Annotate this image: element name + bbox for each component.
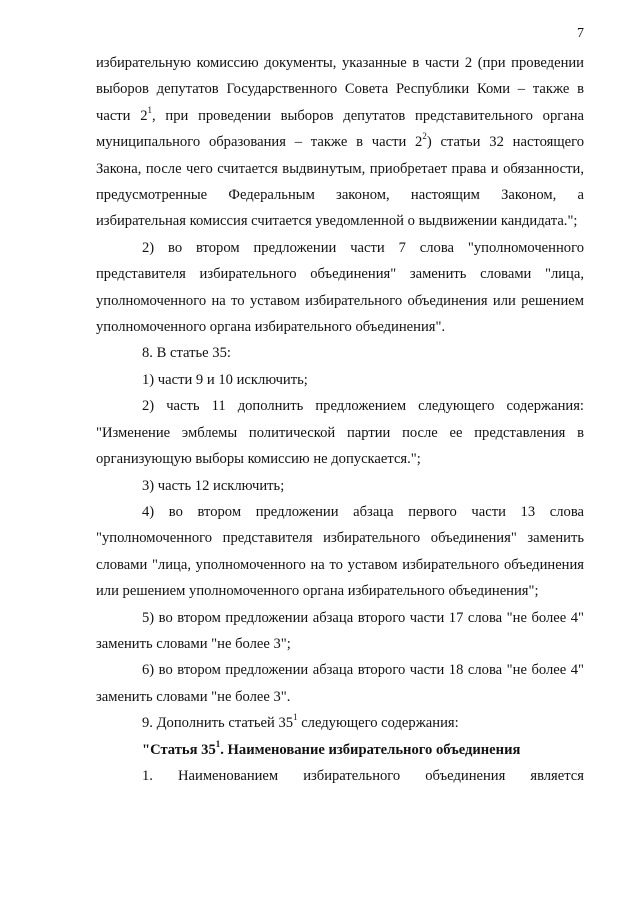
paragraph-item-5: 5) во втором предложении абзаца второго части 17 слова "не более 4" заменить словами "не более 3"; <box>96 609 584 652</box>
text-segment: , при проведении выборов депутатов представительного органа муниципального образования – также в части 2 <box>96 107 584 151</box>
text-segment: . Наименование избирательного объединения <box>220 741 521 758</box>
text-segment: следующего содержания: <box>297 715 459 732</box>
paragraph-item-4: 4) во втором предложении абзаца первого части 13 слова "уполномоченного представителя избирательного объединения" заменить словами "лица, уполномоченного на то уставом избирательного объединения или решением уполномоченного органа избирательного объединения"; <box>96 503 584 600</box>
text-segment: избирательную комиссию документы, указанные в части 2 (при проведении выборов депутатов Государственного Совета Республики Коми – также в части 2 <box>96 55 584 124</box>
superscript: 1 <box>215 738 221 749</box>
paragraph-continuation <box>96 50 584 235</box>
paragraph-item-6: 6) во втором предложении абзаца второго части 18 слова "не более 4" заменить словами "не более 3". <box>96 662 584 705</box>
paragraph-article-35: 8. В статье 35: <box>142 345 231 362</box>
article-heading <box>96 737 584 763</box>
paragraph-item-2-emblem: 2) часть 11 дополнить предложением следующего содержания: "Изменение эмблемы политической партии после ее представления в организующую выборы комиссию не допускается."; <box>96 398 584 468</box>
text-segment: "Статья 35 <box>142 741 216 758</box>
paragraph-item-9 <box>96 710 584 736</box>
superscript: 1 <box>147 104 153 115</box>
paragraph-clause-1: 1. Наименованием избирательного объединения является <box>142 767 584 784</box>
text-segment: ) статьи 32 настоящего Закона, после чего считается выдвинутым, приобретает права и обязанности, предусмотренные Федеральным законом, настоящим Законом, а избирательная комиссия считается уведомленной о выдвижении кандидата."; <box>96 134 584 230</box>
page-number: 7 <box>577 26 584 41</box>
paragraph-item-3: 3) часть 12 исключить; <box>142 477 285 494</box>
text-segment: 9. Дополнить статьей 35 <box>142 715 294 732</box>
superscript: 1 <box>293 712 298 723</box>
superscript: 2 <box>422 131 427 142</box>
paragraph-item-2: 2) во втором предложении части 7 слова "уполномоченного представителя избирательного объединения" заменить словами "лица, уполномоченного на то уставом избирательного объединения или решением уполномоченного органа избирательного объединения". <box>96 239 584 336</box>
document-body <box>96 50 584 789</box>
paragraph-item-1: 1) части 9 и 10 исключить; <box>142 371 308 388</box>
